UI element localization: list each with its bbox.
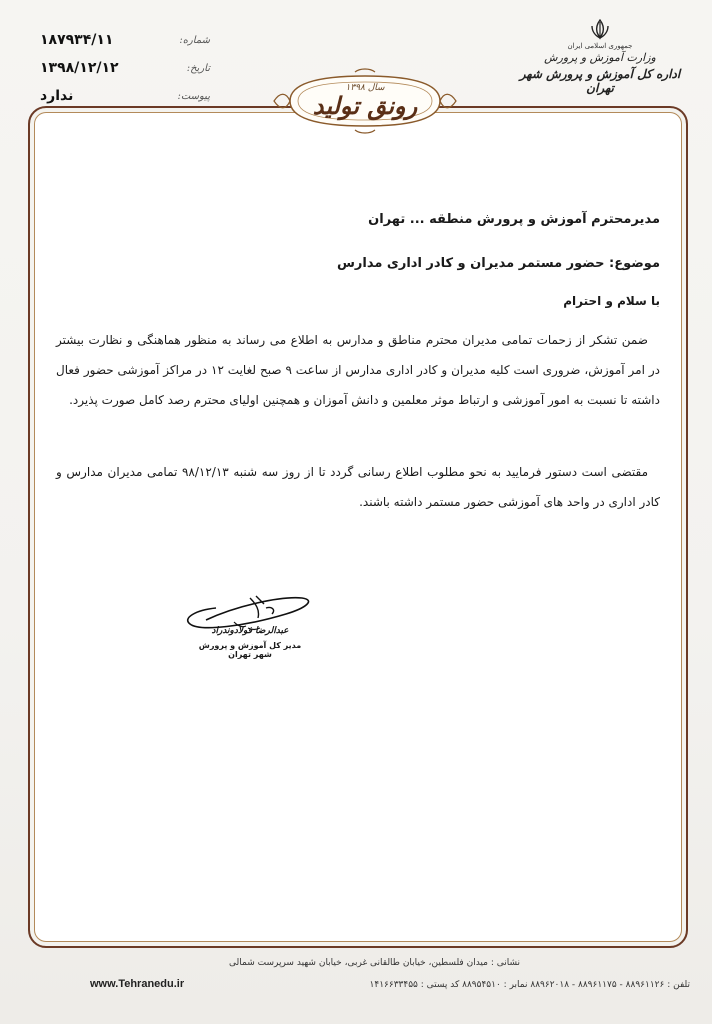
- slogan: [270, 68, 460, 134]
- signer-name: عبدالرضا فولادوندراد: [211, 626, 289, 636]
- iran-emblem-icon: [588, 18, 612, 40]
- greeting: با سلام و احترام: [563, 294, 660, 308]
- footer-address: نشانی : میدان فلسطین، خیابان طالقانی غربی، خیابان شهید سرپرست شمالی: [229, 958, 520, 968]
- number-value: ۱۸۷۹۳۴/۱۱: [40, 32, 114, 48]
- footer-website: www.Tehranedu.ir: [90, 978, 185, 990]
- slogan-text: رونق تولید: [312, 90, 418, 120]
- slogan-year: سال ۱۳۹۸: [345, 82, 385, 93]
- gov-line-ministry: وزارت آموزش و پرورش: [544, 51, 656, 64]
- addressee: مدیرمحترم آموزش و پرورش منطقه ... تهران: [368, 212, 660, 227]
- body-paragraph-2: [56, 457, 660, 517]
- date-label: تاریخ:: [186, 62, 210, 74]
- date-row: [40, 54, 210, 82]
- number-row: [40, 26, 210, 54]
- ministry-header: [510, 18, 690, 95]
- subject-line: موضوع: حضور مستمر مدیران و کادر اداری مدارس: [336, 256, 660, 271]
- date-value: ۱۳۹۸/۱۲/۱۲: [40, 60, 119, 76]
- gov-line-department: اداره کل آموزش و پرورش شهر تهران: [519, 67, 681, 95]
- letter-meta: [40, 26, 210, 110]
- attachment-label: پیوست:: [177, 90, 210, 102]
- letter-frame: [28, 106, 688, 948]
- number-label: شماره:: [179, 34, 210, 46]
- signer-title: مدیر کل آموزش و پرورش شهر تهران: [198, 641, 302, 659]
- gov-line-republic: جمهوری اسلامی ایران: [567, 42, 633, 50]
- body-paragraph-2-text: مقتضی است دستور فرمایید به نحو مطلوب اطلاع رسانی گردد تا از روز سه شنبه ۹۸/۱۲/۱۳ تمامی مدیران مدارس و کادر اداری در واحد های آموزشی حضور مستمر داشته باشند.: [56, 465, 660, 509]
- footer-contact: تلفن : ۸۸۹۶۱۱۲۶ - ۸۸۹۶۱۱۷۵ - ۸۸۹۶۲۰۱۸ نمابر : ۸۸۹۵۴۵۱۰ کد پستی : ۱۴۱۶۶۳۳۴۵۵: [369, 980, 690, 990]
- body-paragraph-1-text: ضمن تشکر از زحمات تمامی مدیران محترم مناطق و مدارس به اطلاع می رساند به منظور هماهنگی و نظارت بیشتر در امر آموزش، ضروری است کلیه مدیران و کادر اداری مدارس از ساعت ۹ صبح لغایت ۱۲ در مراکز آموزشی حضور فعال داشته تا نسبت به امور آموزشی و ارتباط موثر معلمین و دانش آموزان و همچنین اولیای محترم رصد کامل صورت پذیرد.: [56, 333, 660, 407]
- body-paragraph-1: [56, 325, 660, 415]
- attachment-value: ندارد: [40, 88, 74, 104]
- signer-block: [190, 626, 310, 659]
